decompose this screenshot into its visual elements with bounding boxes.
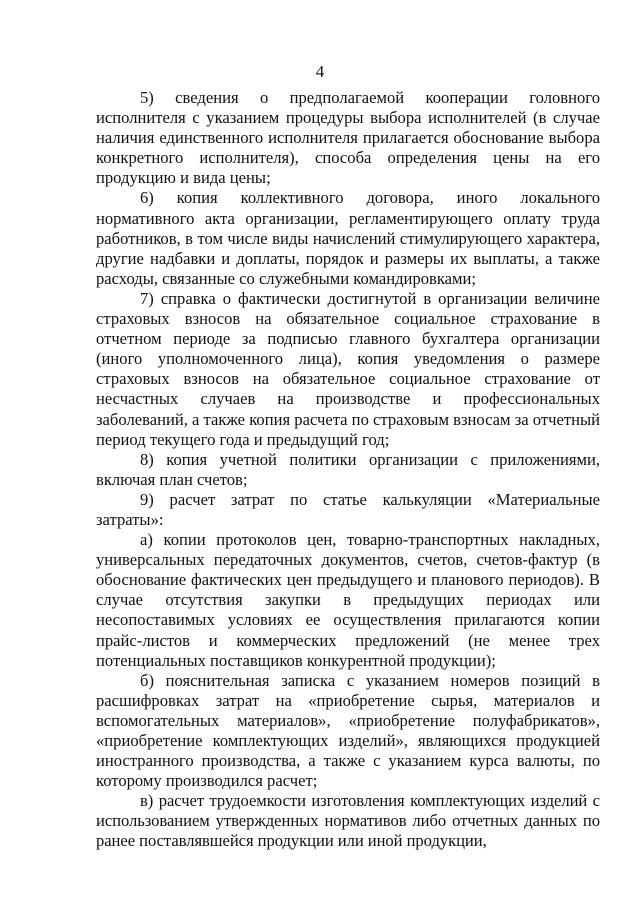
paragraph-item-8: 8) копия учетной политики организации с приложениями, включая план счетов;: [96, 449, 600, 489]
paragraph-item-7: 7) справка о фактически достигнутой в организации величине страховых взносов на обязательное социальное страхование в отчетном периоде за подписью главного бухгалтера организации (иного уполномоченного лица), копия уведомления о размере страховых взносов на обязательное социальное страхование от несчастных случаев на производстве и профессиональных заболеваний, а также копия расчета по страховым взносам за отчетный период текущего года и предыдущий год;: [96, 288, 600, 449]
paragraph-item-6: 6) копия коллективного договора, иного локального нормативного акта организации, регламентирующего оплату труда работников, в том числе виды начислений стимулирующего характера, другие надбавки и доплаты, порядок и размеры их выплаты, а также расходы, связанные со служебными командировками;: [96, 188, 600, 288]
paragraph-item-5: 5) сведения о предполагаемой кооперации головного исполнителя с указанием процедуры выбора исполнителей (в случае наличия единственного исполнителя прилагается обоснование выбора конкретного исполнителя), способа определения цены на его продукцию и вида цены;: [96, 88, 600, 188]
paragraph-subitem-v: в) расчет трудоемкости изготовления комплектующих изделий с использованием утвержденных нормативов либо отчетных данных по ранее поставлявшейся продукции или иной продукции,: [96, 791, 600, 851]
page-number: 4: [315, 62, 325, 81]
document-body: [96, 88, 600, 852]
paragraph-subitem-a: а) копии протоколов цен, товарно-транспортных накладных, универсальных передаточных документов, счетов, счетов-фактур (в обоснование фактических цен предыдущего и планового периодов). В случае отсутствия закупки в предыдущих периодах или несопоставимых условиях ее осуществления прилагаются копии прайс-листов и коммерческих предложений (не менее трех потенциальных поставщиков конкурентной продукции);: [96, 530, 600, 670]
paragraph-item-9: 9) расчет затрат по статье калькуляции «Материальные затраты»:: [96, 489, 600, 529]
paragraph-subitem-b: б) пояснительная записка с указанием номеров позиций в расшифровках затрат на «приобретение сырья, материалов и вспомогательных материалов», «приобретение полуфабрикатов», «приобретение комплектующих изделий», являющихся продукцией иностранного производства, а также с указанием курса валюты, по которому производился расчет;: [96, 670, 600, 791]
